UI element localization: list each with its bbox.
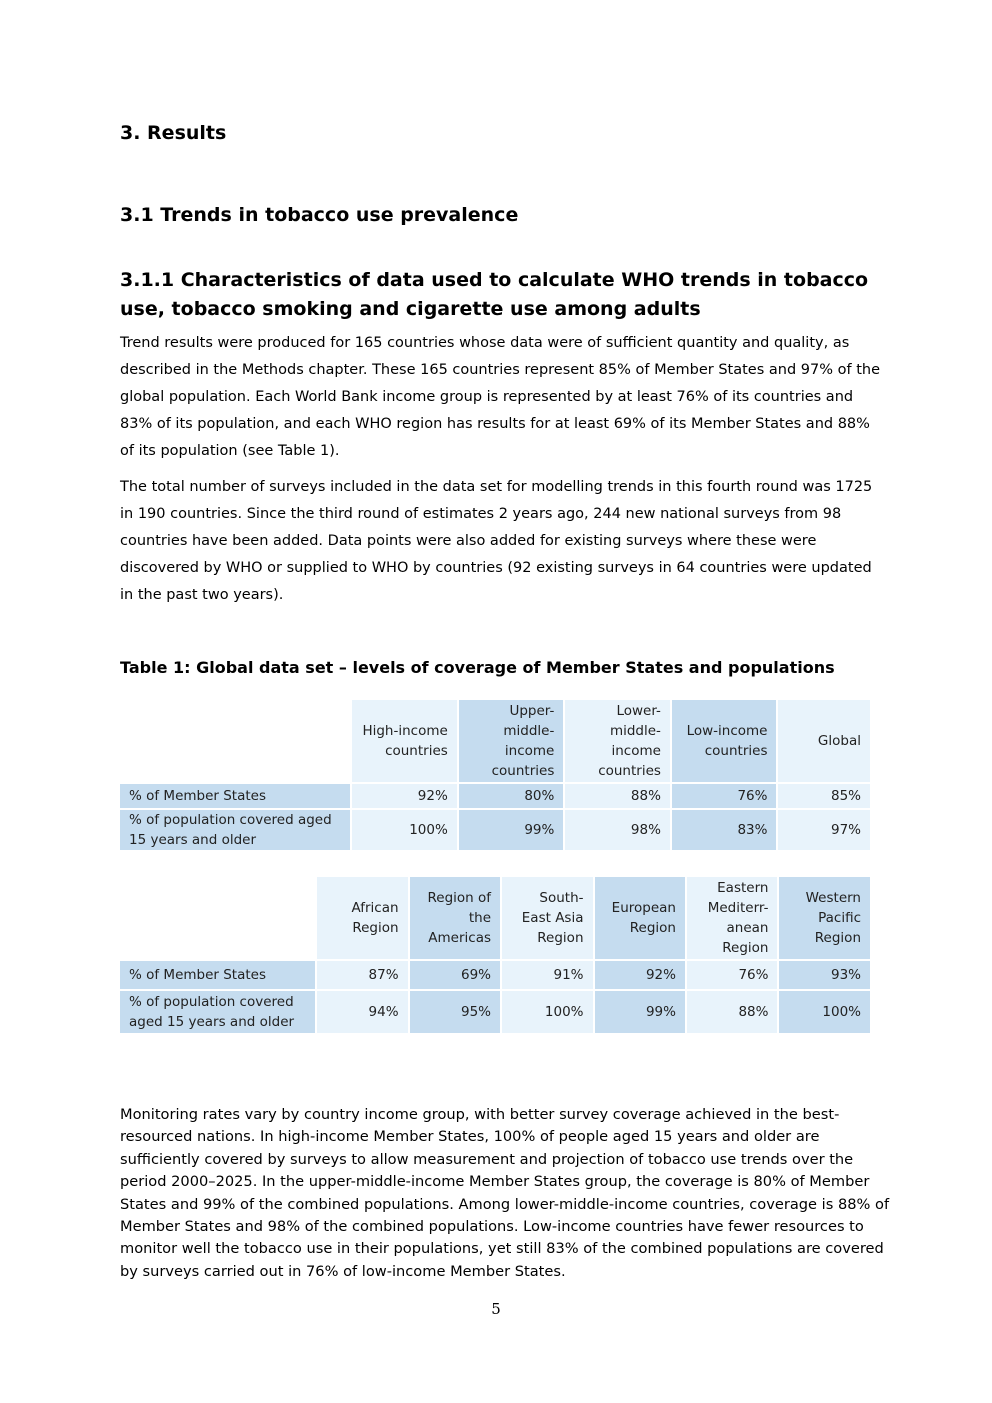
col-header-high-income: High-income countries	[352, 700, 457, 782]
table-cell: 95%	[410, 991, 500, 1033]
table-cell: 100%	[352, 810, 457, 850]
col-header-european-region: European Region	[595, 877, 685, 959]
table-cell: 76%	[687, 961, 777, 989]
col-header-african-region: African Region	[317, 877, 407, 959]
table-corner	[120, 877, 315, 959]
table-row	[120, 810, 870, 850]
table-cell: 80%	[459, 784, 564, 808]
table-cell: 99%	[459, 810, 564, 850]
table-corner	[120, 700, 350, 782]
col-header-eastern-mediterranean-region: Eastern Mediterr-anean Region	[687, 877, 777, 959]
col-header-upper-middle-income: Upper- middle- income countries	[459, 700, 564, 782]
table-cell: 99%	[595, 991, 685, 1033]
paragraph-monitoring-rates: Monitoring rates vary by country income group, with better survey coverage achieved in the best-resourced nations. In high-income Member States, 100% of people aged 15 years and older are sufficiently covered by surveys to allow measurement and projection of tobacco use trends over the period 2000–2025. In the upper-middle-income Member States group, the coverage is 80% of Member States and 99% of the combined populations. Among lower-middle-income countries, coverage is 88% of Member States and 98% of the combined populations. Low-income countries have fewer resources to monitor well the tobacco use in their populations, yet still 83% of the combined populations are covered by surveys carried out in 76% of low-income Member States.	[120, 1106, 890, 1280]
table-caption: Table 1: Global data set – levels of coverage of Member States and populations	[120, 658, 835, 677]
col-header-americas-region: Region of the Americas	[410, 877, 500, 959]
table-cell: 100%	[502, 991, 592, 1033]
table-cell: 88%	[687, 991, 777, 1033]
table-cell: 97%	[778, 810, 870, 850]
col-header-global: Global	[778, 700, 870, 782]
row-label-population: % of population covered aged 15 years and older	[120, 810, 350, 850]
row-label-member-states: % of Member States	[120, 784, 350, 808]
col-header-south-east-asia-region: South-East Asia Region	[502, 877, 592, 959]
table-cell: 76%	[672, 784, 777, 808]
table-cell: 69%	[410, 961, 500, 989]
table-cell: 93%	[779, 961, 870, 989]
col-header-low-income: Low-income countries	[672, 700, 777, 782]
table-row	[120, 961, 870, 989]
col-header-lower-middle-income: Lower- middle- income countries	[565, 700, 670, 782]
page-number: 5	[491, 1300, 501, 1318]
table-cell: 91%	[502, 961, 592, 989]
table-cell: 92%	[595, 961, 685, 989]
row-label-member-states: % of Member States	[120, 961, 315, 989]
table-cell: 98%	[565, 810, 670, 850]
table-cell: 83%	[672, 810, 777, 850]
table-cell: 88%	[565, 784, 670, 808]
section-heading-results: 3. Results	[120, 122, 227, 144]
table-cell: 87%	[317, 961, 407, 989]
table-cell: 85%	[778, 784, 870, 808]
section-heading-trends: 3.1 Trends in tobacco use prevalence	[120, 204, 519, 226]
table-row	[120, 784, 870, 808]
paragraph-surveys: The total number of surveys included in the data set for modelling trends in this fourth round was 1725 in 190 countries. Since the third round of estimates 2 years ago, 244 new national surveys from 98 countries have been added. Data points were also added for existing surveys where these were discovered by WHO or supplied to WHO by countries (92 existing surveys in 64 countries were updated in the past two years).	[120, 479, 873, 603]
table-row	[120, 991, 870, 1033]
table-cell: 100%	[779, 991, 870, 1033]
coverage-table-region	[118, 875, 872, 1035]
col-header-western-pacific-region: Western Pacific Region	[779, 877, 870, 959]
table-cell: 94%	[317, 991, 407, 1033]
paragraph-trend-results: Trend results were produced for 165 countries whose data were of sufficient quantity and quality, as described in the Methods chapter. These 165 countries represent 85% of Member States and 97% of the global population. Each World Bank income group is represented by at least 76% of its countries and 83% of its population, and each WHO region has results for at least 69% of its Member States and 88% of its population (see Table 1).	[120, 335, 881, 459]
subsection-heading-characteristics: 3.1.1 Characteristics of data used to calculate WHO trends in tobacco use, tobacco smoking and cigarette use among adults	[120, 269, 869, 320]
row-label-population: % of population covered aged 15 years and older	[120, 991, 315, 1033]
table-cell: 92%	[352, 784, 457, 808]
coverage-table-income	[118, 698, 872, 852]
